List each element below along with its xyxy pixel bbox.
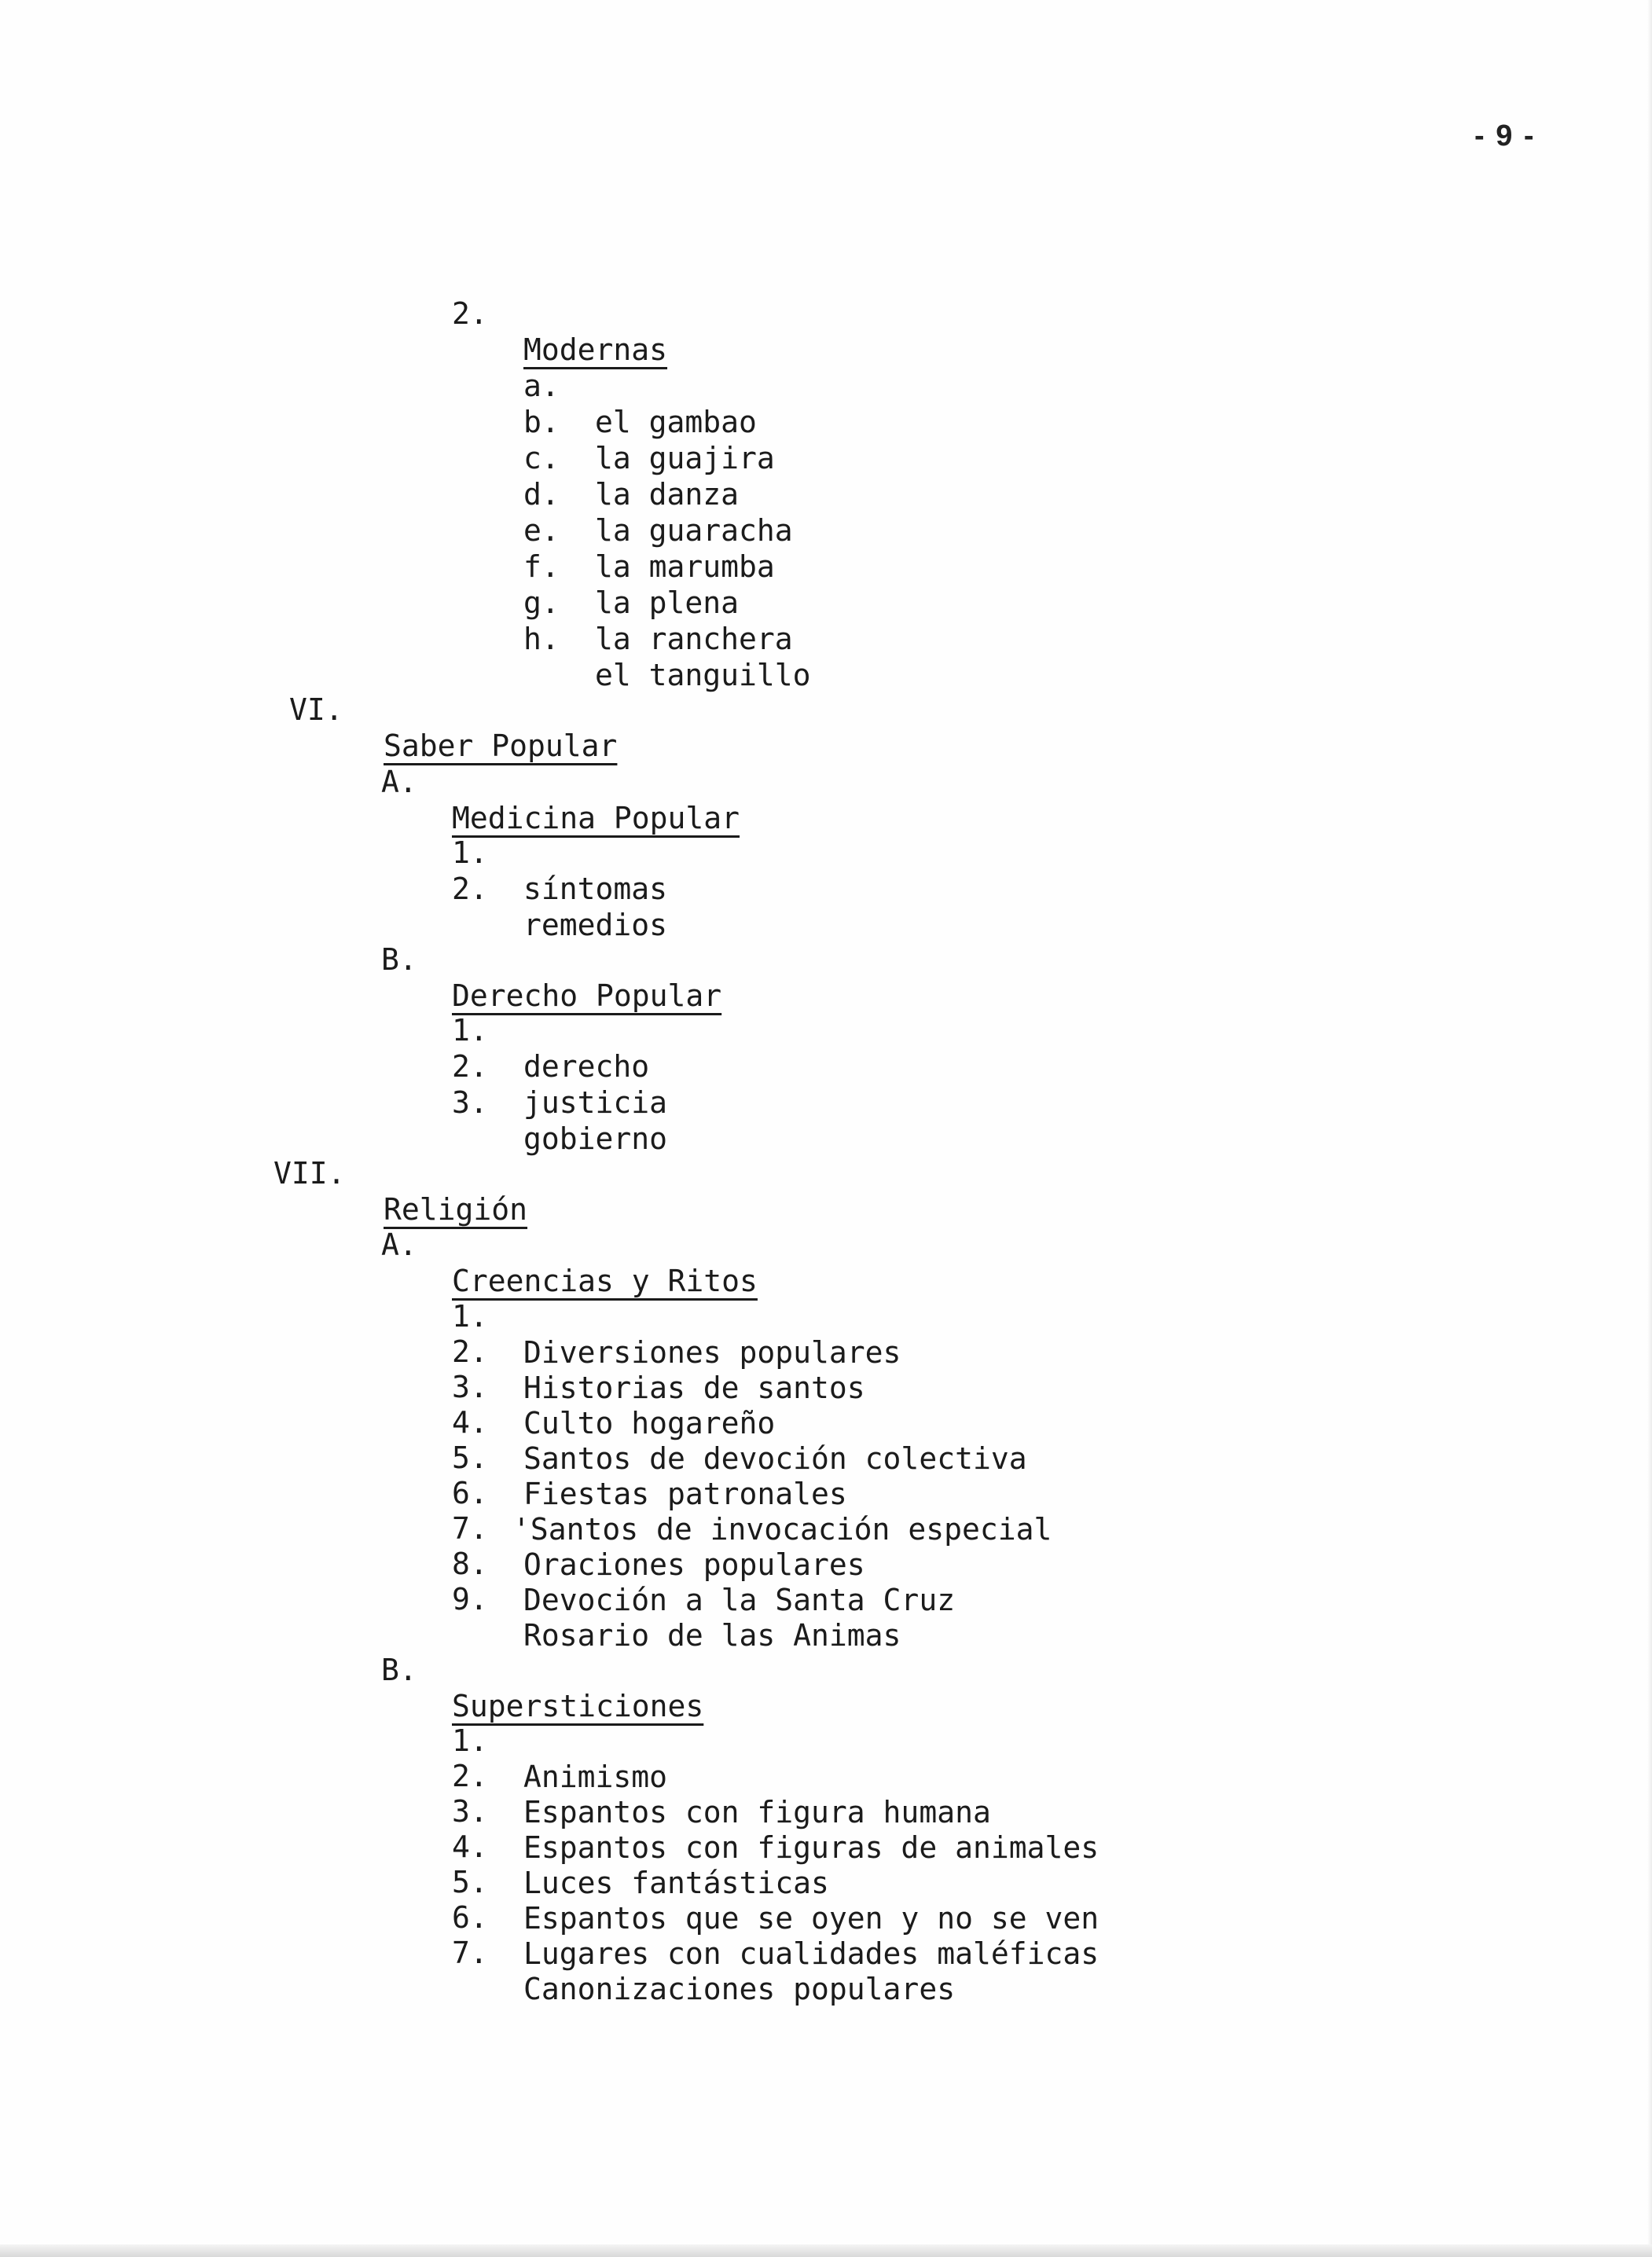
item-text: justicia	[523, 1085, 668, 1120]
item-label: 6.	[452, 1900, 488, 1935]
item-text: Espantos con figuras de animales	[523, 1830, 1099, 1865]
section-title: Saber Popular	[384, 728, 618, 763]
page-edge-bottom	[0, 2244, 1652, 2257]
item-label: 7.	[452, 1936, 488, 1970]
item-label: 5.	[452, 1440, 488, 1475]
item-label: 1.	[452, 835, 488, 870]
heading-title: Modernas	[523, 332, 668, 367]
item-text: Fiestas patronales	[523, 1477, 847, 1511]
subheading-label: B.	[381, 942, 417, 977]
item-text: Luces fantásticas	[523, 1866, 829, 1900]
item-label: 6.	[452, 1476, 488, 1510]
item-label: 3.	[452, 1370, 488, 1404]
item-text: Espantos con figura humana	[523, 1795, 991, 1829]
item-text: la plena	[595, 585, 740, 620]
section-label: VII.	[273, 1156, 346, 1191]
item-label: g.	[523, 585, 560, 620]
item-label: 2.	[452, 872, 488, 906]
item-text: Historias de santos	[523, 1371, 865, 1405]
item-label: 7.	[452, 1511, 488, 1546]
item-text: Lugares con cualidades maléficas	[523, 1936, 1099, 1971]
item-text: síntomas	[523, 872, 668, 906]
subheading-label: A.	[381, 765, 417, 799]
section-title: Religión	[384, 1192, 528, 1227]
item-label: 2.	[452, 1049, 488, 1084]
item-text: la guaracha	[595, 513, 793, 548]
item-text: Oraciones populares	[523, 1547, 865, 1582]
item-text: Animismo	[523, 1760, 668, 1794]
item-text: Espantos que se oyen y no se ven	[523, 1901, 1099, 1936]
item-label: e.	[523, 513, 560, 548]
item-text: el gambao	[595, 405, 757, 439]
item-label: 4.	[452, 1405, 488, 1440]
item-text: Rosario de las Animas	[523, 1618, 901, 1653]
subheading-title: Supersticiones	[452, 1689, 704, 1723]
item-text: la ranchera	[595, 622, 793, 656]
item-label: 2.	[452, 1759, 488, 1793]
item-text: la guajira	[595, 441, 775, 475]
item-label: 5.	[452, 1865, 488, 1899]
item-label: b.	[523, 405, 560, 439]
item-text: gobierno	[523, 1121, 668, 1156]
item-label: d.	[523, 477, 560, 512]
section-label: VI.	[289, 692, 343, 727]
item-label: 1.	[452, 1013, 488, 1048]
item-label: c.	[523, 441, 560, 475]
item-text: Culto hogareño	[523, 1406, 776, 1440]
page-number: - 9 -	[1474, 119, 1536, 152]
item-text: Diversiones populares	[523, 1335, 901, 1370]
item-label: 4.	[452, 1829, 488, 1864]
item-text: Santos de devoción colectiva	[523, 1441, 1027, 1476]
subheading-label: A.	[381, 1228, 417, 1262]
item-label: h.	[523, 622, 560, 656]
item-label: 2.	[452, 1334, 488, 1369]
page-edge-right	[1647, 0, 1652, 2257]
subheading-label: B.	[381, 1653, 417, 1687]
item-label: 3.	[452, 1085, 488, 1120]
item-text: Canonizaciones populares	[523, 1972, 956, 2006]
item-text: la marumba	[595, 549, 775, 584]
item-text: derecho	[523, 1049, 650, 1084]
subheading-title: Derecho Popular	[452, 978, 722, 1013]
subheading-title: Creencias y Ritos	[452, 1264, 758, 1298]
item-label: f.	[523, 549, 560, 584]
subheading-title: Medicina Popular	[452, 801, 740, 835]
item-label: 1.	[452, 1723, 488, 1758]
item-label: 8.	[452, 1547, 488, 1581]
item-label: 9.	[452, 1582, 488, 1617]
item-label: 3.	[452, 1794, 488, 1829]
item-label: a.	[523, 369, 560, 403]
heading-label: 2.	[452, 296, 488, 331]
item-text: 'Santos de invocación especial	[512, 1512, 1052, 1547]
item-text: el tanguillo	[595, 658, 811, 692]
item-text: la danza	[595, 477, 740, 512]
item-label: 1.	[452, 1299, 488, 1334]
item-text: remedios	[523, 908, 668, 942]
item-text: Devoción a la Santa Cruz	[523, 1583, 956, 1617]
